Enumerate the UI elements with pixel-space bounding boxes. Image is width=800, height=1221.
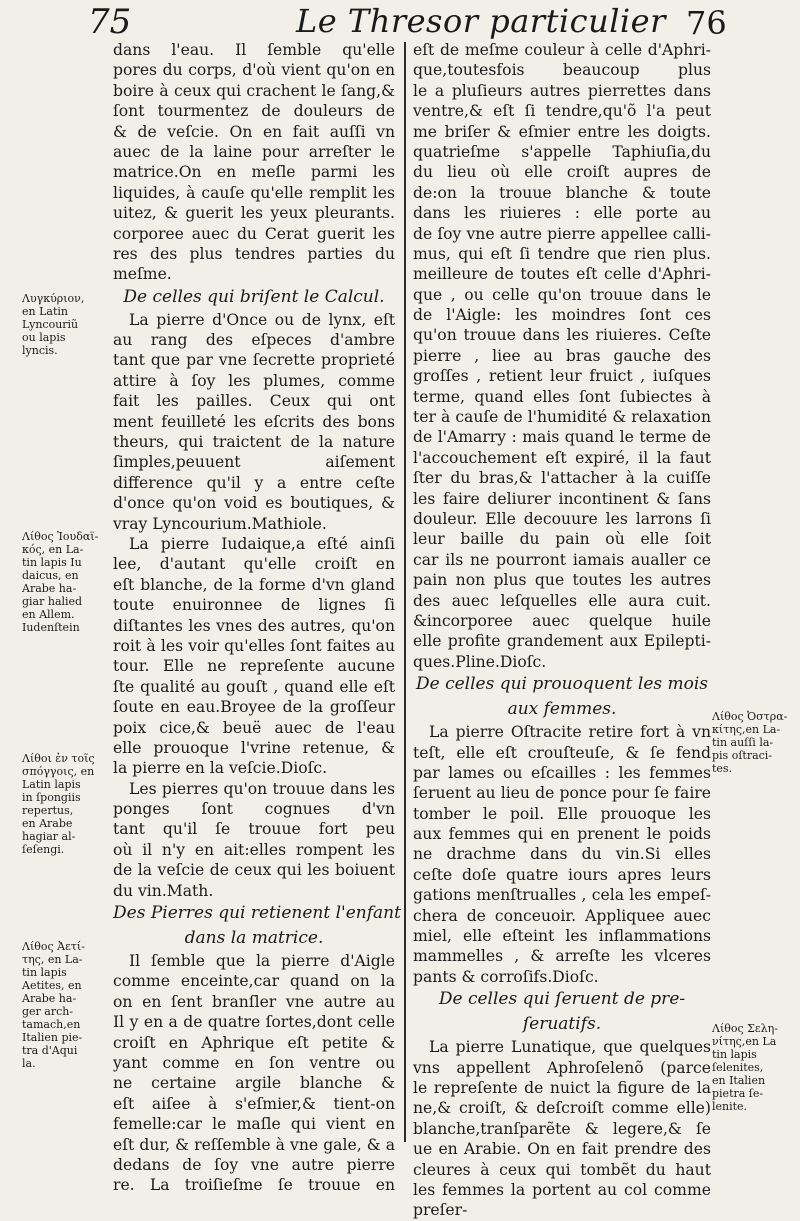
text-line: re. La troiſieſme ſe trouue en [113,1176,395,1195]
margin-note-line: pietra ſe- [712,1087,764,1100]
text-line: tomber le poil. Elle prouoque les [413,804,711,823]
text-line: me briſer & eſmier entre les doigts. [413,122,711,141]
text-line: de l'Amarry : mais quand le terme de [413,428,711,447]
text-line: de ſoy vne autre pierre appellee calli- [413,224,711,243]
text-line: Il y en a de quatre ſortes,dont celle [113,1013,395,1032]
margin-note-line: ſelenites, [712,1061,764,1074]
margin-note-line: tra d'Aqui [22,1044,78,1057]
margin-note-line: la. [22,1057,36,1070]
text-line: on en ſent branſler vne autre au [113,992,395,1011]
text-line: comme enceinte,car quand on la [113,972,395,991]
text-line: elle prouoque l'vrine retenue, & [113,738,395,757]
text-line: les faire deliurer incontinent & ſans [413,489,711,508]
text-line: dedans de ſoy vne autre pierre [113,1155,395,1174]
text-line: boire à ceux qui crachent le ſang,& [113,81,395,100]
margin-note [22,530,110,634]
margin-note-line: Λίθοι ἐν τοῖς [22,752,95,765]
text-line: eſt de meſme couleur à celle d'Aphri- [413,41,711,59]
text-line: dans les riuieres : elle porte au [413,204,711,223]
margin-note-line: en Italien [712,1074,766,1087]
margin-note [22,940,110,1070]
text-line: eſt aiſee à s'eſmier,& tient-on [113,1094,395,1113]
text-line: terme, quand elles ſont ſubiectes à [413,387,711,406]
text-line: elle profite grandement aux Epilepti- [413,632,711,651]
margin-note-line: Italien pie- [22,1031,83,1044]
margin-note-line: Λίθος Σελη- [712,1022,778,1035]
text-line: fait les pailles. Ceux qui ont [113,392,395,411]
left-column [113,40,401,1196]
margin-note-line: tin lapis Iu [22,556,82,569]
text-line: &incorporee auec quelque huile [413,611,711,630]
text-line: par lames ou eſcailles : les femmes [413,763,711,782]
text-line: leur baille du pain où elle ſoit [413,530,711,549]
margin-note-line: en Latin [22,305,68,318]
margin-note-line: Latin lapis [22,778,81,791]
text-line: ſeruent au lieu de ponce pour ſe faire [413,784,711,803]
margin-note-line: lyncis. [22,344,58,357]
text-line: que , ou celle qu'on trouue dans le [413,285,711,304]
section-heading: aux femmes. [507,699,617,720]
margin-note-line: Iudenſtein [22,621,80,634]
text-line: meilleure de toutes eſt celle d'Aphri- [413,265,711,284]
margin-note-line: Aetites, en [22,979,82,992]
text-line: liquides, à cauſe qu'elle remplit les [113,183,395,202]
text-line: preſer- [413,1201,468,1220]
section-heading: Des Pierres qui retienent l'enfant [113,903,401,924]
text-line: eſt blanche, de la forme d'vn gland [113,575,395,594]
text-line: groſſes , retient leur fruict , iuſques [413,367,711,386]
text-line: diſtantes les vnes des autres, qu'on [113,616,395,635]
text-line: où il n'y en ait:elles rompent les [113,840,395,859]
text-line: vns appellent Aphroſelenõ (parce [413,1058,711,1077]
margin-note-line: ger arch- [22,1005,74,1018]
margin-note-line: Λίθος Ὀστρα- [712,710,788,723]
text-line: cleures à ceux qui tombẽt du haut [413,1160,711,1179]
section-heading: De celles qui briſent le Calcul. [123,286,385,307]
margin-note-line: giar halied [22,595,83,608]
text-line: mus, qui eſt ſi tendre que rien plus. [413,244,711,263]
margin-note-line: en Allem. [22,608,75,621]
text-line: meſme. [113,265,172,284]
text-line: ſimples,peuuent aiſement [113,453,395,472]
margin-note-line: tin lapis [712,1048,757,1061]
text-line: les femmes la portent au col comme [413,1180,711,1199]
margin-note-line: Λίθος Ἰουδαϊ- [22,530,99,543]
margin-note [22,292,110,357]
page-number-left: 75 [88,2,132,42]
text-line: auec de la laine pour arreſter le [113,142,395,161]
text-line: miel, elle eſteint les inflammations [413,927,711,946]
section-heading: De celles qui ſeruent de pre- [438,989,686,1010]
margin-note-line: hagiar al- [22,830,76,843]
margin-note-line: tamach,en [22,1018,81,1031]
text-line: au rang des eſpeces d'ambre [113,331,395,350]
text-line: ques.Pline.Dioſc. [413,652,547,671]
text-line: pierre , liee au bras gauche des [413,346,711,365]
text-line: La pierre Lunatique, que quelques [429,1038,711,1057]
margin-note-line: ou lapis [22,331,66,344]
column-divider [404,42,406,1142]
text-line: croiſt en Aphrique eſt petite & [113,1033,395,1052]
text-line: & de veſcie. On en fait auſſi vn [113,122,395,141]
text-line: gations menſtrualles , cela les empeſ- [413,886,711,905]
text-line: ter à cauſe de l'humidité & relaxation [413,408,711,427]
text-line: ne drachme dans du vin.Si elles [413,845,711,864]
text-line: ſter du bras,& l'attacher à la cuiſſe [413,469,711,488]
margin-note-line: repertus, [22,804,74,817]
running-title: Le Thresor particulier [296,2,666,40]
text-line: eſt dur, & reſſemble à vne gale, & a [113,1135,395,1154]
text-line: ceſte doſe quatre iours apres leurs [413,865,711,884]
margin-note-line: κίτης,en La- [712,723,781,736]
margin-note-line: της, en La- [22,953,83,966]
margin-note-line: Λυγκύριον, [22,292,85,305]
text-line: ment feuilleté les eſcrits des bons [113,412,395,431]
text-line: ne,& croiſt, & deſcroiſt comme elle) [413,1099,711,1118]
text-line: pores du corps, d'où vient qu'on en [113,61,395,80]
margin-note-line: Lyncouriũ [22,318,79,331]
page-number-right: 76 [686,4,727,42]
text-line: tant que par vne ſecrette proprieté [113,351,395,370]
text-line: du vin.Math. [113,881,214,900]
text-line: lee, d'autant qu'elle croiſt en [113,555,395,574]
text-line: ſoute en eau.Broyee de la groſſeur [113,698,395,717]
text-line: roit à les voir qu'elles ſont faites au [113,636,395,655]
margin-note [22,752,110,856]
text-line: uitez, & guerit les yeux pleurants. [113,204,395,223]
text-line: La pierre d'Once ou de lynx, eſt [129,310,395,329]
text-line: mammelles , & arreſte les vlceres [413,947,711,966]
text-line: pants & corroſifs.Dioſc. [413,967,599,986]
margin-note-line: tes. [712,762,733,775]
text-line: ſte qualité au gouſt , quand elle eſt [113,677,395,696]
text-line: poix cice,& beuë auec de l'eau [113,718,395,737]
margin-note-line: en Arabe [22,817,73,830]
margin-note [712,1022,792,1113]
text-line: teſt, elle eſt crouſteuſe, & ſe fend [413,743,711,762]
text-line: res des plus tendres parties du [113,244,395,263]
text-line: douleur. Elle decouure les larrons ſi [413,509,711,528]
text-line: matrice.On en meſle parmi les [113,163,395,182]
text-line: vray Lyncourium.Mathiole. [113,514,327,533]
margin-note-line: daicus, en [22,569,79,582]
text-line: le repreſente de nuict la figure de la [413,1078,711,1097]
text-line: yant comme en ſon ventre ou [113,1053,395,1072]
text-line: quatrieſme s'appelle Taphiuſia,du [413,142,711,161]
margin-note-line: tin auſſi la- [712,736,774,749]
margin-note-line: lenite. [712,1100,748,1113]
text-line: blanche,tranſparẽte & legere,& ſe [413,1119,711,1138]
margin-note-line: Arabe ha- [22,582,77,595]
text-line: l'accouchement eſt expiré, il la faut [413,448,711,467]
text-line: tant qu'il ſe trouue fort peu [113,820,395,839]
margin-note-line: νίτης,en La [712,1035,777,1048]
page-header [0,2,800,42]
section-heading: De celles qui prouoquent les mois [415,674,709,695]
text-line: theurs, qui traictent de la nature [113,433,395,452]
text-line: dans l'eau. Il ſemble qu'elle [113,41,395,59]
margin-note-line: Arabe ha- [22,992,77,1005]
text-line: pain non plus que toutes les autres [413,571,711,590]
text-line: de:on la trouue blanche & toute [413,183,711,202]
text-line: ventre,& eſt ſi tendre,qu'õ l'a peut [413,102,711,121]
text-line: du lieu où elle croiſt aupres de [413,163,711,182]
text-line: la pierre en la veſcie.Dioſc. [113,759,328,778]
text-line: attire à ſoy les plumes, comme [113,371,395,390]
margin-note-line: Λίθος Ἀετί- [22,940,85,953]
text-line: des auec leſquelles elle aura cuit. [413,591,711,610]
text-line: chera de conceuoir. Appliquee auec [413,906,711,925]
text-line: femelle:car le maſle qui vient en [113,1115,395,1134]
margin-note-line: κός, en La- [22,543,84,556]
text-line: de la veſcie de ceux qui les boiuent [113,861,395,880]
text-line: ponges ſont cognues d'vn [113,800,395,819]
section-heading: dans la matrice. [184,928,324,949]
text-line: car ils ne pourront iamais aualler ce [413,550,711,569]
margin-note-line: tin lapis [22,966,67,979]
text-line: corporee auec du Cerat guerit les [113,224,395,243]
text-line: d'once qu'on void es boutiques, & [113,494,395,513]
margin-note [712,710,792,775]
text-line: toute enuironnee de lignes ſi [113,596,395,615]
text-line: Les pierres qu'on trouue dans les [129,779,395,798]
right-column [413,40,711,1221]
section-heading: ſeruatifs. [522,1014,602,1035]
text-line: tour. Elle ne repreſente aucune [113,657,395,676]
text-line: ue en Arabie. On en fait prendre des [413,1140,711,1159]
text-line: que,toutesfois beaucoup plus [413,61,711,80]
margin-note-line: pis oſtraci- [712,749,773,762]
text-line: ne certaine argile blanche & [113,1074,395,1093]
text-line: ſont tourmentez de douleurs de [113,102,395,121]
text-line: La pierre Iudaique,a eſté ainſi [129,534,395,553]
text-line: le a pluſieurs autres pierrettes dans [413,81,711,100]
margin-note-line: σπόγγοις, en [22,765,95,778]
margin-note-line: in ſpongiis [22,791,81,804]
text-line: qu'on trouue dans les riuieres. Ceſte [413,326,711,345]
margin-note-line: ſeſengi. [22,843,65,856]
text-line: La pierre Oſtracite retire fort à vn [429,723,711,742]
text-line: de l'Aigle: les moindres ſont ces [413,306,711,325]
text-line: Il ſemble que la pierre d'Aigle [129,952,395,971]
text-line: difference qu'il y a entre ceſte [113,473,395,492]
text-line: aux femmes qui en prenent le poids [413,825,711,844]
